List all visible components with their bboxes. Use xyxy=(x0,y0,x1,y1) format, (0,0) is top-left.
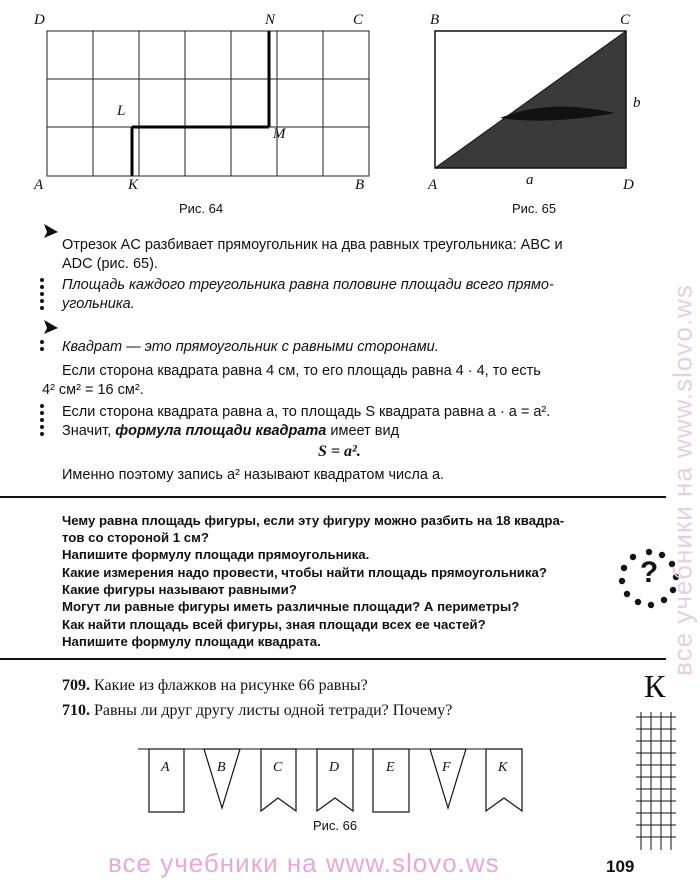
question-line: Чему равна площадь фигуры, если эту фигуру можно разбить на 18 квадра- xyxy=(62,513,565,528)
flag-label: B xyxy=(217,760,226,775)
figure-66-flags xyxy=(130,736,530,828)
text-line: Значит, формула площади квадрата имеет вид xyxy=(62,423,400,439)
label-A: A xyxy=(428,177,438,193)
watermark-bottom: все учебники на www.slovo.ws xyxy=(108,848,500,878)
side-letter: К xyxy=(644,668,666,704)
label-N: N xyxy=(265,12,276,28)
label-B: B xyxy=(355,177,365,193)
triangle-marker-icon xyxy=(42,318,60,336)
triangle-marker-icon xyxy=(42,222,60,240)
figure-65-rectangle xyxy=(430,30,632,170)
label-b: b xyxy=(633,95,641,111)
divider xyxy=(0,658,666,660)
text-line: Если сторона квадрата равна a, то площадь S квадрата равна a · a = a². xyxy=(62,404,551,420)
text-line: ADC (рис. 65). xyxy=(62,256,158,272)
question-line: Как найти площадь всей фигуры, зная площади всех ее частей? xyxy=(62,617,486,632)
flag-label: K xyxy=(498,760,508,775)
label-L: L xyxy=(117,103,126,119)
question-line: Могут ли равные фигуры иметь различные площади? А периметры? xyxy=(62,599,520,614)
flag-shape xyxy=(373,749,409,812)
question-line: Напишите формулу площади квадрата. xyxy=(62,634,321,649)
flag-shape xyxy=(149,749,184,812)
question-line: Какие измерения надо провести, чтобы найти площадь прямоугольника? xyxy=(62,565,547,580)
label-C: C xyxy=(620,12,631,28)
definition-square: Квадрат — это прямоугольник с равными сторонами. xyxy=(62,339,439,355)
label-D: D xyxy=(34,12,45,28)
figure-64-caption: Рис. 64 xyxy=(179,201,224,216)
figure-65-caption: Рис. 65 xyxy=(512,201,557,216)
dotted-marker xyxy=(40,404,44,439)
divider xyxy=(0,496,666,498)
dotted-marker xyxy=(40,340,44,354)
label-K: K xyxy=(128,177,139,193)
formula-term: формула площади квадрата xyxy=(115,423,327,439)
text-line: Именно поэтому запись a² называют квадратом числа a. xyxy=(62,467,445,483)
flag-label: A xyxy=(161,760,170,775)
formula: S = a². xyxy=(318,443,361,460)
question-mark: ? xyxy=(639,556,659,589)
flag-shape xyxy=(486,749,522,811)
flag-shape xyxy=(204,749,240,808)
page-number: 109 xyxy=(606,857,635,876)
question-line: Напишите формулу площади прямоугольника. xyxy=(62,547,370,562)
flag-label: F xyxy=(442,760,451,775)
label-M: M xyxy=(273,126,286,142)
question-line: тов со стороной 1 см? xyxy=(62,530,209,545)
flag-shape xyxy=(317,749,353,811)
label-C: C xyxy=(353,12,364,28)
exercise-710: 710. Равны ли друг другу листы одной тетради? Почему? xyxy=(62,702,453,719)
flag-label: D xyxy=(329,760,340,775)
label-a: a xyxy=(526,172,534,188)
flag-label: E xyxy=(386,760,395,775)
dotted-marker xyxy=(40,278,44,313)
text-line: угольника. xyxy=(62,296,135,312)
figure-64-grid xyxy=(40,10,380,195)
text-line: Отрезок AC разбивает прямоугольник на два равных треугольника: ABC и xyxy=(62,237,563,253)
question-line: Какие фигуры называют равными? xyxy=(62,582,297,597)
text-line: Если сторона квадрата равна 4 см, то его площадь равна 4 · 4, то есть xyxy=(62,363,541,379)
label-A: A xyxy=(34,177,44,193)
label-D: D xyxy=(623,177,634,193)
flag-shape xyxy=(430,749,466,808)
text-line: Площадь каждого треугольника равна половине площади всего прямо- xyxy=(62,277,554,293)
watermark-side: все учебники на www.slovo.ws xyxy=(667,284,698,676)
flag-label: C xyxy=(273,760,283,775)
exercise-709: 709. Какие из флажков на рисунке 66 равны? xyxy=(62,677,368,694)
label-B: B xyxy=(430,12,440,28)
text-line: 4² см² = 16 см². xyxy=(42,382,144,398)
flag-shape xyxy=(261,749,296,811)
figure-66-caption: Рис. 66 xyxy=(313,818,358,833)
